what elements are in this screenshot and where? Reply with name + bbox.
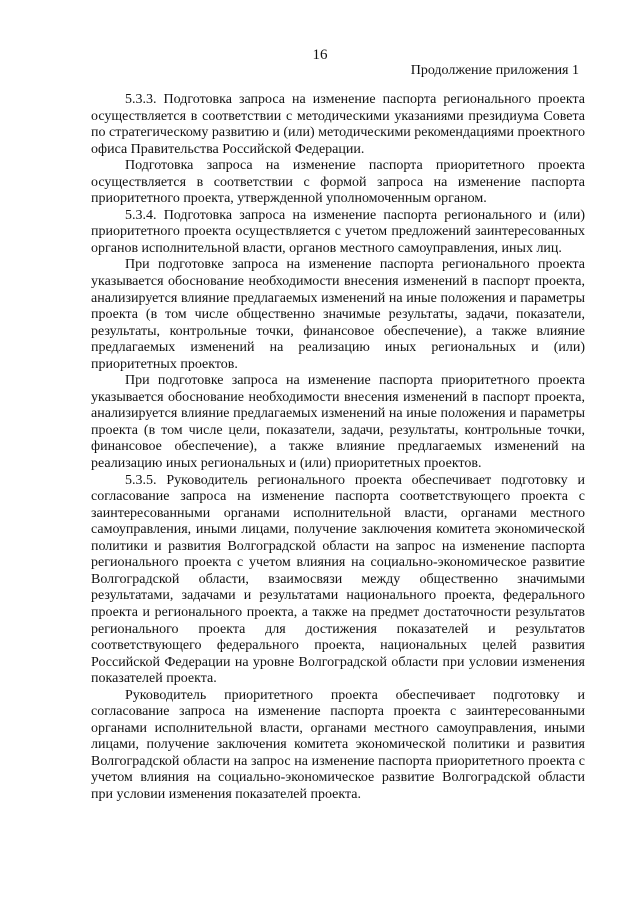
paragraph-5-3-3: 5.3.3. Подготовка запроса на изменение паспорта регионального проекта осуществляется в соответствии с методическими указаниями президиума Совета по стратегическому развитию и (или) методическими рекомендациями проектного офиса Правительства Российской Федерации. xyxy=(91,92,586,157)
paragraph-regional-justification: При подготовке запроса на изменение паспорта регионального проекта указывается обоснование необходимости внесения изменений в паспорт проекта, анализируется влияние предлагаемых изменений на иные положения и параметры проекта (в том числе общественно значимые результаты, задачи, показатели, результаты, контрольные точки, финансовое обеспечение), а также влияние предлагаемых изменений на реализацию иных региональных и (или) приоритетных проектов. xyxy=(91,257,585,372)
page-number: 16 xyxy=(312,47,328,63)
paragraph-priority-form: Подготовка запроса на изменение паспорта приоритетного проекта осуществляется в соответствии с формой запроса на изменение паспорта приоритетного проекта, утвержденной уполномоченным органом. xyxy=(91,158,585,207)
paragraph-5-3-4: 5.3.4. Подготовка запроса на изменение паспорта регионального и (или) приоритетного проекта осуществляется с учетом предложений заинтересованных органов исполнительной власти, органов местного самоуправления, иных лиц. xyxy=(91,207,585,256)
paragraph-priority-justification: При подготовке запроса на изменение паспорта приоритетного проекта указывается обоснование необходимости внесения изменений в паспорт проекта, анализируется влияние предлагаемых изменений на иные положения и параметры проекта (в том числе цели, показатели, задачи, результаты, контрольные точки, финансовое обеспечение), а также влияние предлагаемых изменений на реализацию иных региональных и (или) приоритетных проектов. xyxy=(91,373,585,472)
paragraph-5-3-5: 5.3.5. Руководитель регионального проекта обеспечивает подготовку и согласование запроса на изменение паспорта соответствующего проекта с заинтересованными органами исполнительной власти, органами местного самоуправления, иными лицами, получение заключения комитета экономической политики и развития Волгоградской области на запрос на изменение паспорта регионального проекта с учетом влияния на социально-экономическое развитие Волгоградской области, взаимосвязи между общественно значимыми результатами, задачами и результатами национального проекта, федерального проекта и регионального проекта, а также на предмет достаточности результатов регионального проекта для достижения показателей и результатов соответствующего федерального проекта, национальных целей развития Российской Федерации на уровне Волгоградской области при условии изменения показателей проекта. xyxy=(91,472,585,687)
document-body xyxy=(91,92,585,804)
appendix-continuation-note: Продолжение приложения 1 xyxy=(410,63,579,78)
paragraph-priority-head: Руководитель приоритетного проекта обеспечивает подготовку и согласование запроса на изменение паспорта проекта с заинтересованными органами исполнительной власти, органами местного самоуправления, иными лицами, получение заключения комитета экономической политики и развития Волгоградской области на запрос на изменение паспорта приоритетного проекта с учетом влияния на социально-экономическое развитие Волгоградской области при условии изменения показателей проекта. xyxy=(91,687,585,802)
